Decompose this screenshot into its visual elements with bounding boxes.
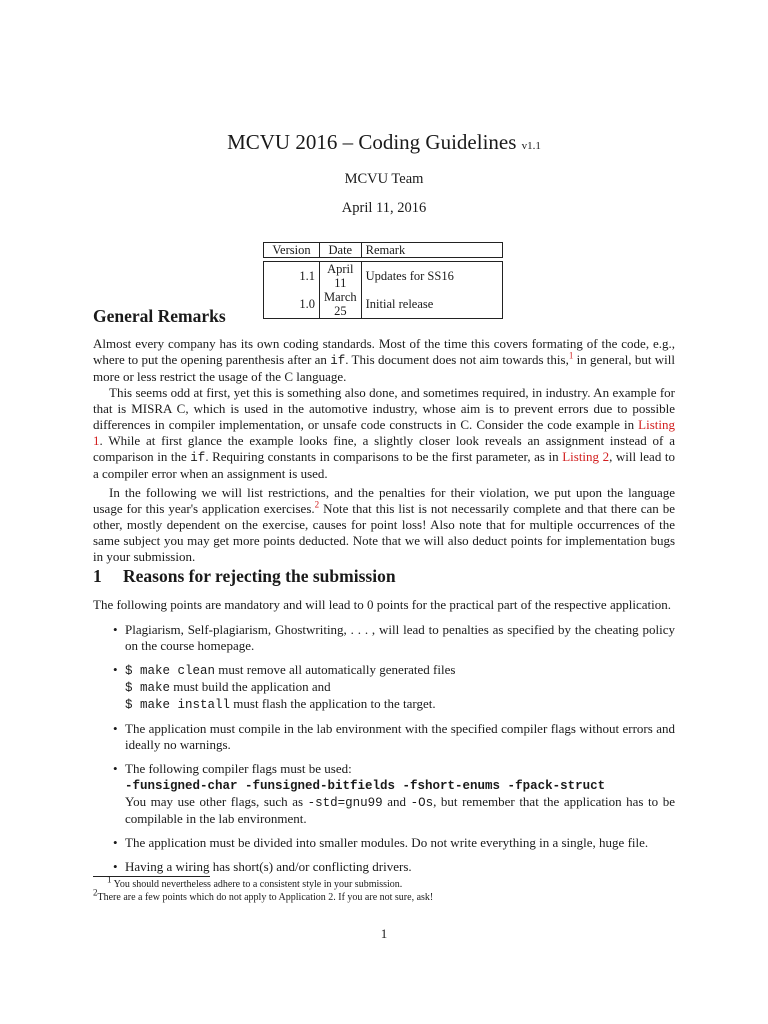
inline-code: -std=gnu99	[307, 796, 383, 810]
list-item: • The application must compile in the lab environment with the specified compiler flags without errors and ideally no warnings.	[93, 721, 675, 753]
section-1-heading	[93, 566, 396, 587]
inline-code: -Os	[410, 796, 434, 810]
general-remarks-heading: General Remarks	[93, 306, 226, 326]
general-remarks-body	[93, 336, 675, 565]
text: Note that this list is not necessarily complete and that there can be other, mostly dependent on the exercise, causes for point loss! Also note that for multiple occurrences of the same subject you may get more points deducted. Note that we will also deduct points for implementation bugs in your submission.	[93, 501, 675, 564]
inline-code: if	[190, 451, 206, 465]
footnote-text: There are a few points which do not apply to Application 2. If you are not sure, ask!	[97, 891, 434, 903]
version-table	[263, 242, 503, 319]
text: Almost every company has its own coding standards. Most of the time this covers formating of the code, e.g., where to put the opening parenthesis after an	[93, 336, 675, 367]
paragraph	[93, 385, 675, 482]
inline-code: $ make clean	[125, 664, 216, 678]
text: must build the application and	[170, 679, 331, 694]
footnote-ref[interactable]: 2	[314, 499, 320, 510]
date-cell: March 25	[320, 290, 362, 319]
text: The following compiler flags must be used:	[125, 761, 352, 776]
listing-1-link[interactable]: Listing 1	[93, 417, 675, 448]
date-cell: April 11	[320, 262, 362, 291]
rejection-list	[93, 622, 675, 875]
text: , but remember that the application has to be compilable in the lab environment.	[125, 794, 675, 826]
list-item	[93, 662, 675, 713]
text: You may use other flags, such as	[125, 794, 308, 809]
text: This seems odd at first, yet this is something also done, and sometimes required, in industry. An example for that is MISRA C, which is used in the automotive industry, whose aim is to prevent errors due to possible differences in compiler implementation, or unsafe code constructs in C. Consider the code example in	[93, 385, 675, 432]
remark-cell: Initial release	[361, 290, 502, 319]
title-text: MCVU 2016 – Coding Guidelines	[227, 130, 517, 154]
footnote-text: You should nevertheless adhere to a consistent style in your submission.	[111, 879, 403, 890]
section-number: 1	[93, 566, 102, 586]
inline-code: $ make	[125, 681, 171, 695]
list-item: • Plagiarism, Self-plagiarism, Ghostwriting, . . . , will lead to penalties as specified by the cheating policy on the course homepage.	[93, 622, 675, 654]
list-item	[93, 761, 675, 827]
version-table-header: Version	[264, 243, 320, 258]
footnote-2	[93, 887, 693, 905]
footnotes	[93, 874, 693, 904]
version-table-header: Date	[320, 243, 362, 258]
section-1-body	[93, 597, 675, 883]
text: . While at first glance the example looks fine, a slightly closer look reveals an assignment instead of a comparison in the	[93, 433, 675, 464]
footnote-1	[93, 874, 693, 892]
text: must flash the application to the target.	[230, 696, 436, 711]
version-cell: 1.1	[264, 262, 320, 291]
text: In the following we will list restrictions, and the penalties for their violation, we put upon the language usage for this year's application exercises.	[93, 485, 675, 516]
list-item: • Having a wiring has short(s) and/or conflicting drivers.	[93, 859, 675, 875]
list-item: • The application must be divided into smaller modules. Do not write everything in a single, huge file.	[93, 835, 675, 851]
text: , will lead to a compiler error when an assignment is used.	[93, 449, 675, 481]
footnote-number: 2	[93, 887, 98, 898]
footnote-ref[interactable]: 1	[568, 350, 574, 361]
paragraph	[93, 485, 675, 565]
paragraph	[93, 336, 675, 385]
version-table-header: Remark	[361, 243, 502, 258]
version-cell: 1.0	[264, 290, 320, 319]
document-author: MCVU Team	[344, 171, 424, 187]
document-date: April 11, 2016	[341, 200, 427, 216]
inline-code: $ make install	[125, 698, 231, 712]
text: in general, but will more or less restrict the usage of the C language.	[93, 352, 675, 384]
table-row	[264, 290, 503, 319]
text: . This document does not aim towards this,	[345, 352, 569, 367]
inline-code: if	[330, 354, 346, 368]
page-number: 1	[380, 926, 388, 941]
paragraph: The following points are mandatory and will lead to 0 points for the practical part of the respective application.	[93, 597, 671, 612]
table-row	[264, 262, 503, 291]
footnote-number: 1	[107, 874, 112, 885]
compiler-flags: -funsigned-char -funsigned-bitfields -fshort-enums -fpack-struct	[125, 779, 606, 793]
text: and	[382, 794, 411, 809]
document-title	[0, 130, 768, 155]
text: . Requiring constants in comparisons to be the first parameter, as in	[205, 449, 563, 464]
listing-2-link[interactable]: Listing 2	[562, 449, 610, 464]
remark-cell: Updates for SS16	[361, 262, 502, 291]
text: must remove all automatically generated files	[215, 662, 456, 677]
version-tag: v1.1	[521, 140, 541, 152]
section-title: Reasons for rejecting the submission	[123, 566, 396, 586]
